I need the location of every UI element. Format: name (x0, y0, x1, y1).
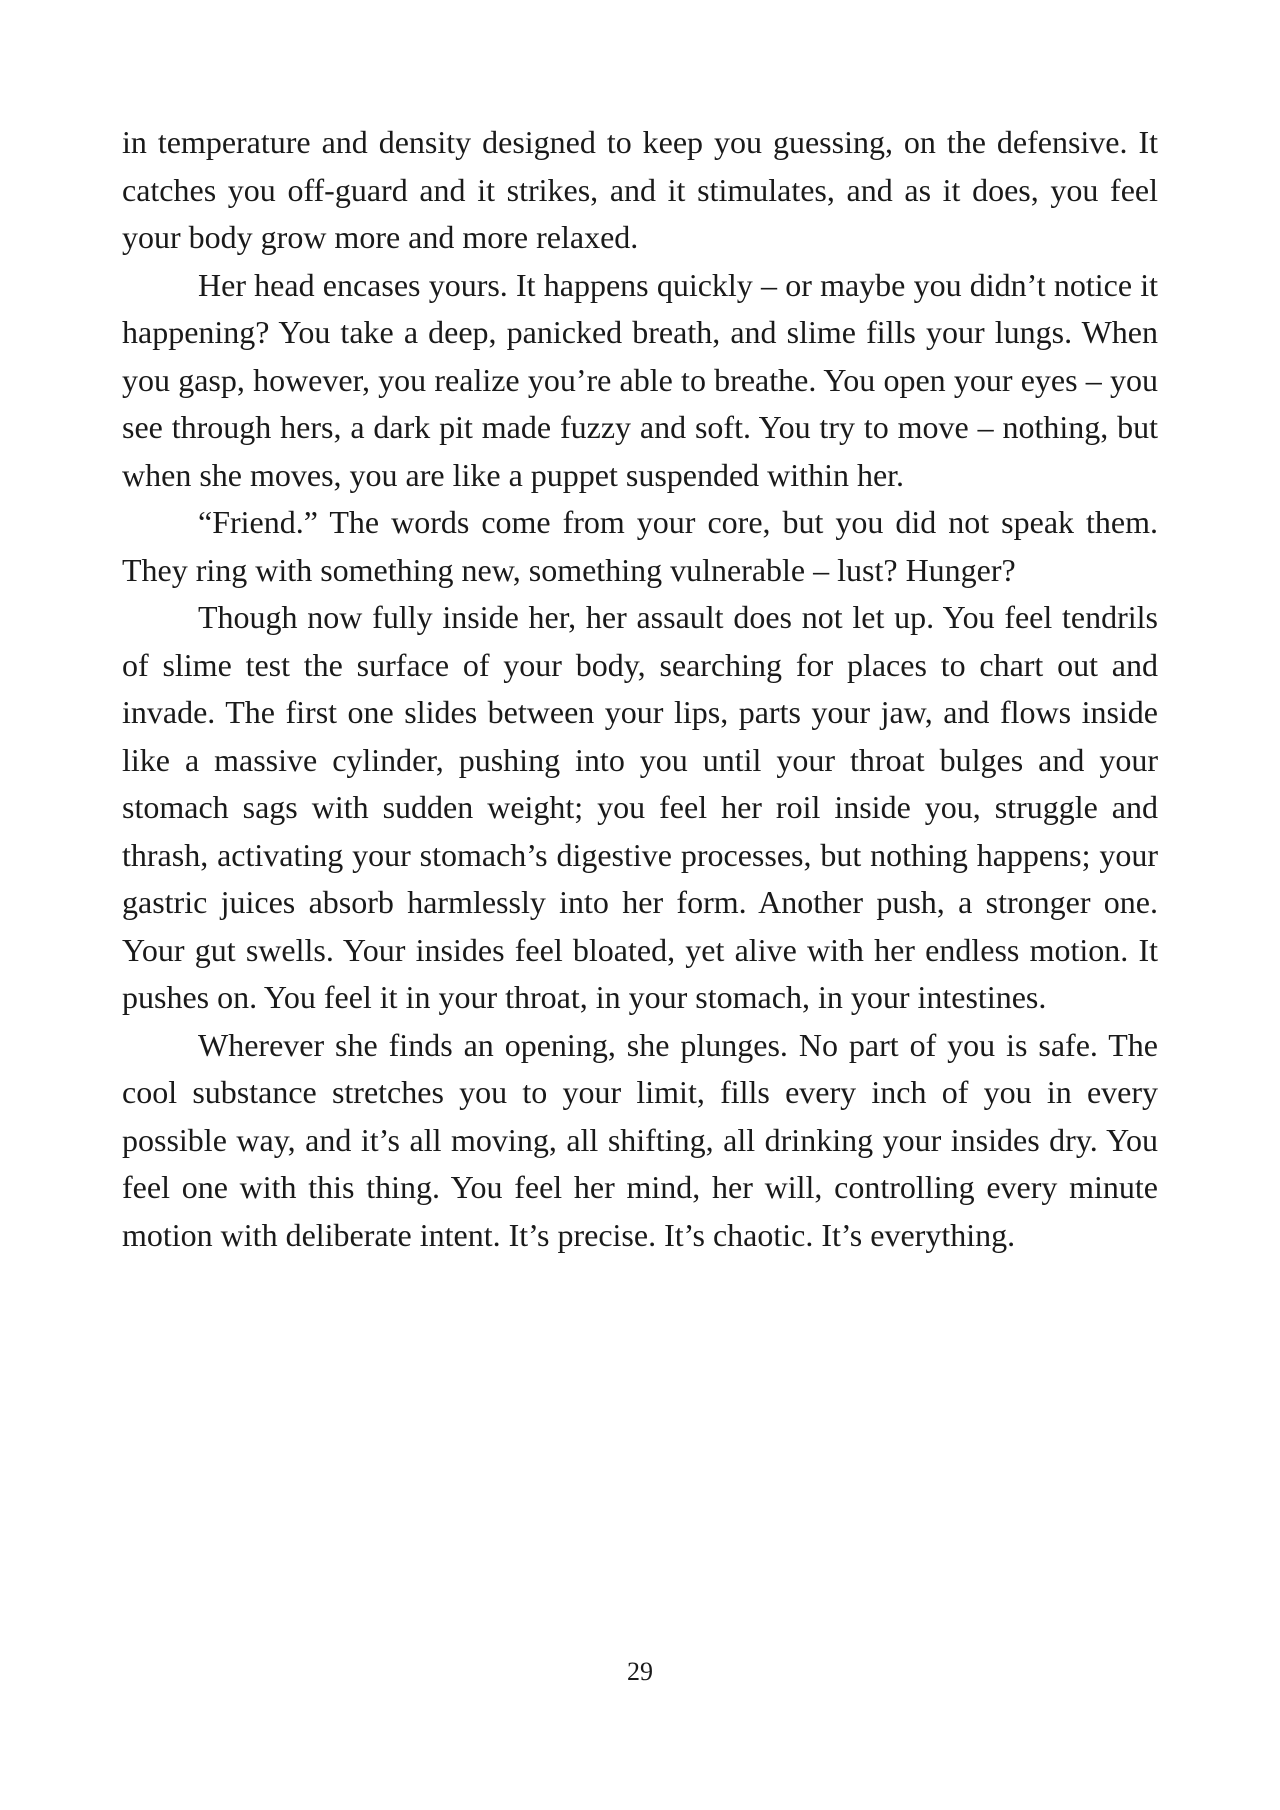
paragraph-5: Wherever she finds an opening, she plunges. No part of you is safe. The cool substance stretches you to your limit, fills every inch of you in every possible way, and it’s all moving, all shifting, all drinking your insides dry. You feel one with this thing. You feel her mind, her will, controlling every minute motion with deliberate intent. It’s precise. It’s chaotic. It’s everything. (122, 1026, 1158, 1253)
paragraph-2: Her head encases yours. It happens quickly – or maybe you didn’t notice it happening? You take a deep, panicked breath, and slime fills your lungs. When you gasp, however, you realize you’re able to breathe. You open your eyes – you see through hers, a dark pit made fuzzy and soft. You try to move – nothing, but when she moves, you are like a puppet suspended within her. (122, 266, 1158, 493)
paragraph-3: “Friend.” The words come from your core, but you did not speak them. They ring with something new, something vulnerable – lust? Hunger? (122, 504, 1158, 588)
paragraph-1: in temperature and density designed to keep you guessing, on the defensive. It catches you off-guard and it strikes, and it stimulates, and as it does, you feel your body grow more and more relaxed. (122, 124, 1158, 255)
body-text (122, 119, 1158, 1259)
paragraph-4: Though now fully inside her, her assault does not let up. You feel tendrils of slime test the surface of your body, searching for places to chart out and invade. The first one slides between your lips, parts your jaw, and flows inside like a massive cylinder, pushing into you until your throat bulges and your stomach sags with sudden weight; you feel her roil inside you, struggle and thrash, activating your stomach’s digestive processes, but nothing happens; your gastric juices absorb harmlessly into her form. Another push, a stronger one. Your gut swells. Your insides feel bloated, yet alive with her endless motion. It pushes on. You feel it in your throat, in your stomach, in your intestines. (122, 599, 1158, 1015)
page-number: 29 (627, 1657, 653, 1686)
